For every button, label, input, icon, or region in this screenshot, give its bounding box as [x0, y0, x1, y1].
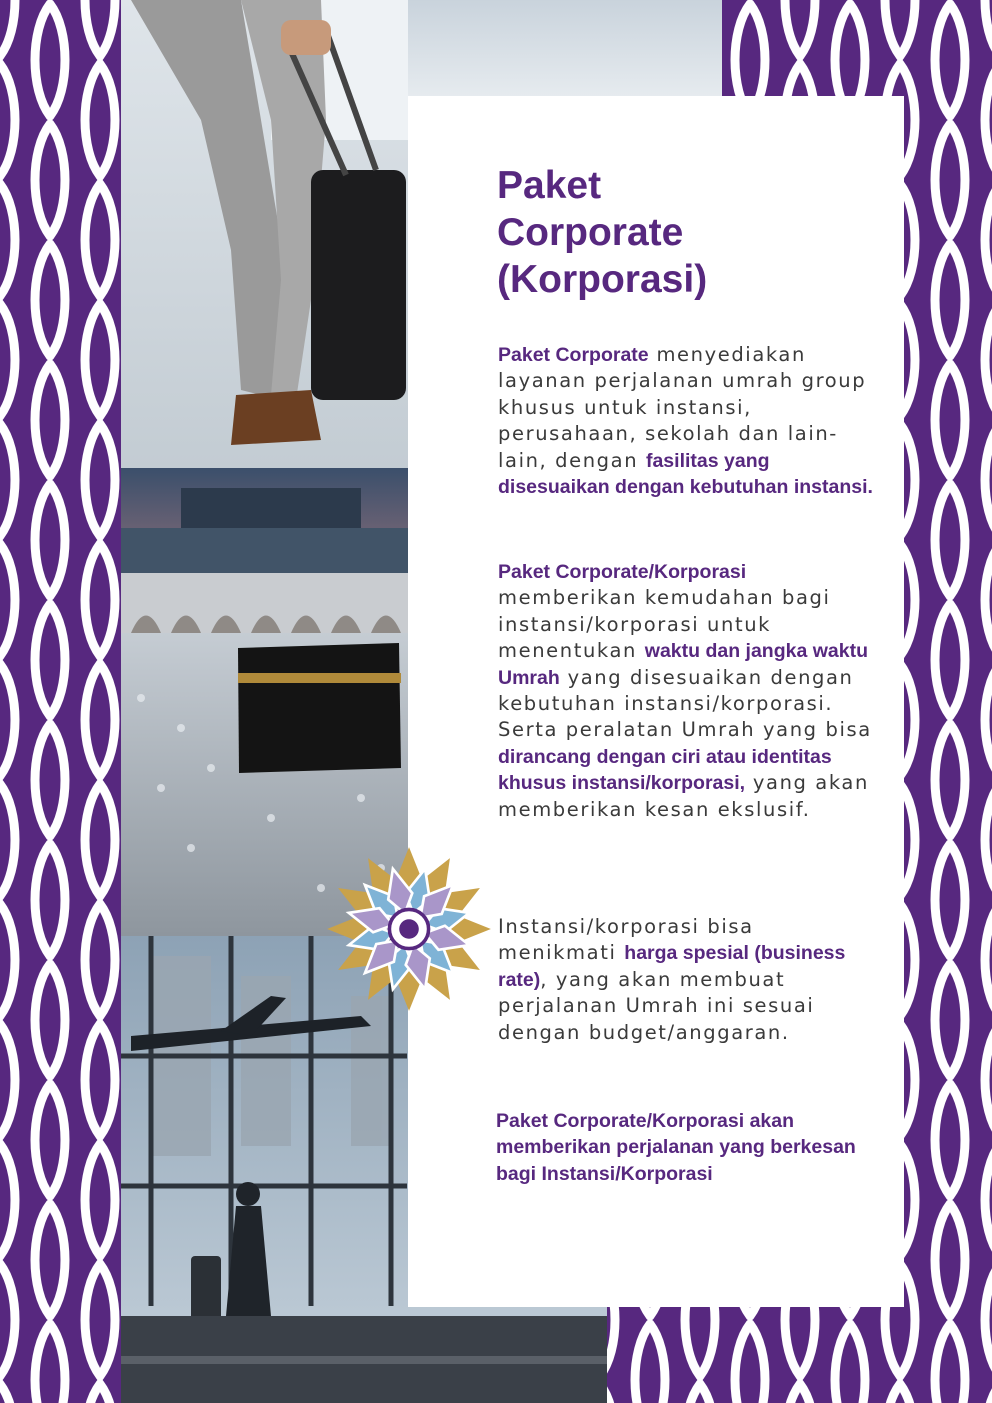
paragraph-flexibility-emphasis-1: waktu dan jangka waktu Umrah	[498, 640, 869, 689]
paragraph-pricing-text-1: Instansi/korporasi bisa menikmati	[498, 915, 754, 965]
paragraph-flexibility-text-3: yang akan memberikan kesan ekslusif.	[498, 771, 869, 821]
closing-statement: Paket Corporate/Korporasi akan memberikan perjalanan yang berkesan bagi Instansi/Korporasi	[496, 1110, 856, 1185]
paragraph-flexibility-emphasis-2: dirancang dengan ciri atau identitas khusus instansi/korporasi,	[498, 745, 832, 795]
page-title	[497, 162, 857, 303]
paragraph-intro	[498, 342, 878, 500]
paragraph-intro-lead: Paket Corporate	[498, 344, 649, 366]
paragraph-pricing-emphasis: harga spesial (business rate)	[498, 942, 846, 991]
paragraph-pricing	[498, 914, 878, 1046]
title-line-2: Corporate	[497, 211, 684, 254]
paragraph-pricing-text-2: , yang akan membuat perjalanan Umrah ini sesuai dengan budget/anggaran.	[498, 967, 815, 1044]
paragraph-flexibility-lead: Paket Corporate/Korporasi	[498, 561, 747, 583]
top-background-light	[408, 0, 722, 97]
paragraph-flexibility	[498, 559, 878, 823]
photo-traveler-luggage	[121, 0, 408, 468]
paragraph-intro-emphasis: fasilitas yang disesuaikan dengan kebutuhan instansi.	[498, 449, 873, 499]
title-line-1: Paket	[497, 164, 602, 207]
title-line-3: (Korporasi)	[497, 258, 708, 301]
paragraph-flexibility-text-1: memberikan kemudahan bagi instansi/korporasi untuk menentukan	[498, 586, 831, 663]
paragraph-intro-text: menyediakan layanan perjalanan umrah group khusus untuk instansi, perusahaan, sekolah dan lain-lain, dengan	[498, 343, 867, 472]
paragraph-flexibility-text-2: yang disesuaikan dengan kebutuhan instansi/korporasi. Serta peralatan Umrah yang bisa	[498, 665, 872, 742]
rosette-ornament-icon	[320, 840, 498, 1018]
